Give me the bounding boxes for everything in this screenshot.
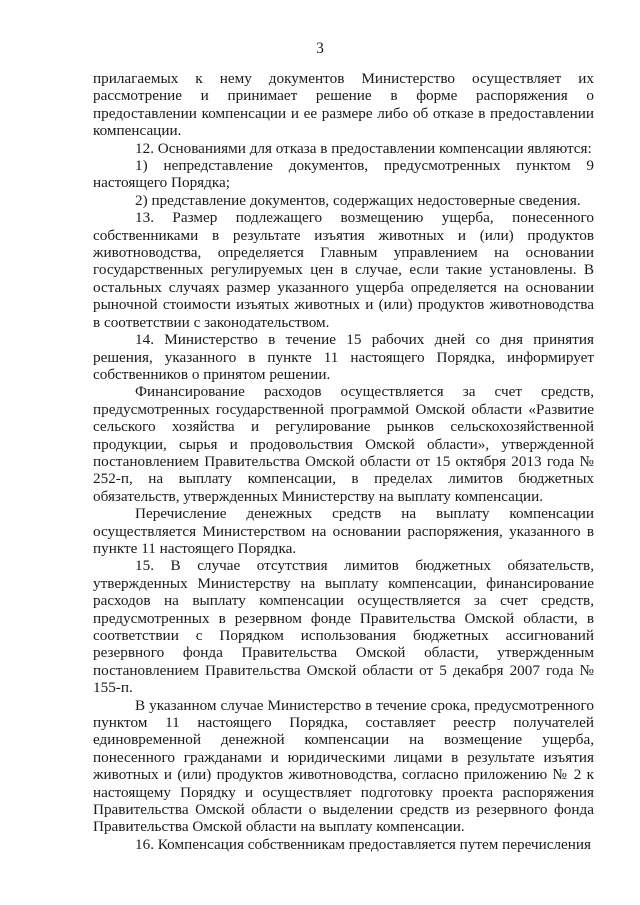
paragraph-continuation: прилагаемых к нему документов Министерство осуществляет их рассмотрение и принимает решение в форме распоряжения о предоставлении компенсации и ее размере либо об отказе в предоставлении компенсации. xyxy=(93,70,594,140)
paragraph-15-case: В указанном случае Министерство в течение срока, предусмотренного пунктом 11 настоящего Порядка, составляет реестр получателей единовременной денежной компенсации на возмещение ущерба, понесенного гражданами и юридическими лицами в результате изъятия животных и (или) продуктов животноводства, согласно приложению № 2 к настоящему Порядку и осуществляет подготовку проекта распоряжения Правительства Омской области о выделении средств из резервного фонда Правительства Омской области на выплату компенсации. xyxy=(93,696,594,836)
paragraph-14: 14. Министерство в течение 15 рабочих дней со дня принятия решения, указанного в пункте 11 настоящего Порядка, информирует собственников о принятом решении. xyxy=(93,331,594,383)
paragraph-12-item-2: 2) представление документов, содержащих недостоверные сведения. xyxy=(135,191,581,209)
paragraph-12-item-1: 1) непредставление документов, предусмотренных пунктом 9 настоящего Порядка; xyxy=(93,157,594,192)
paragraph-transfer: Перечисление денежных средств на выплату компенсации осуществляется Министерством на основании распоряжения, указанного в пункте 11 настоящего Порядка. xyxy=(93,505,594,557)
page-number: 3 xyxy=(316,40,324,57)
paragraph-16: 16. Компенсация собственникам предоставляется путем перечисления xyxy=(135,835,592,853)
paragraph-financing: Финансирование расходов осуществляется за счет средств, предусмотренных государственной программой Омской области «Развитие сельского хозяйства и регулирование рынков сельскохозяйственной продукции, сырья и продовольствия Омской области», утвержденной постановлением Правительства Омской области от 15 октября 2013 года № 252-п, на выплату компенсации, в пределах лимитов бюджетных обязательств, утвержденных Министерству на выплату компенсации. xyxy=(93,383,594,505)
paragraph-12: 12. Основаниями для отказа в предоставлении компенсации являются: xyxy=(135,139,592,157)
paragraph-13: 13. Размер подлежащего возмещению ущерба, понесенного собственниками в результате изъятия животных и (или) продуктов животноводства, определяется Главным управлением на основании государственных регулируемых цен в случае, если такие установлены. В остальных случаях размер указанного ущерба определяется на основании рыночной стоимости изъятых животных и (или) продуктов животноводства в соответствии с законодательством. xyxy=(93,209,594,331)
paragraph-15: 15. В случае отсутствия лимитов бюджетных обязательств, утвержденных Министерству на выплату компенсации, финансирование расходов на выплату компенсации осуществляется за счет средств, предусмотренных в резервном фонде Правительства Омской области, в соответствии с Порядком использования бюджетных ассигнований резервного фонда Правительства Омской области, утвержденным постановлением Правительства Омской области от 5 декабря 2007 года № 155-п. xyxy=(93,557,594,697)
document-body xyxy=(93,70,594,853)
